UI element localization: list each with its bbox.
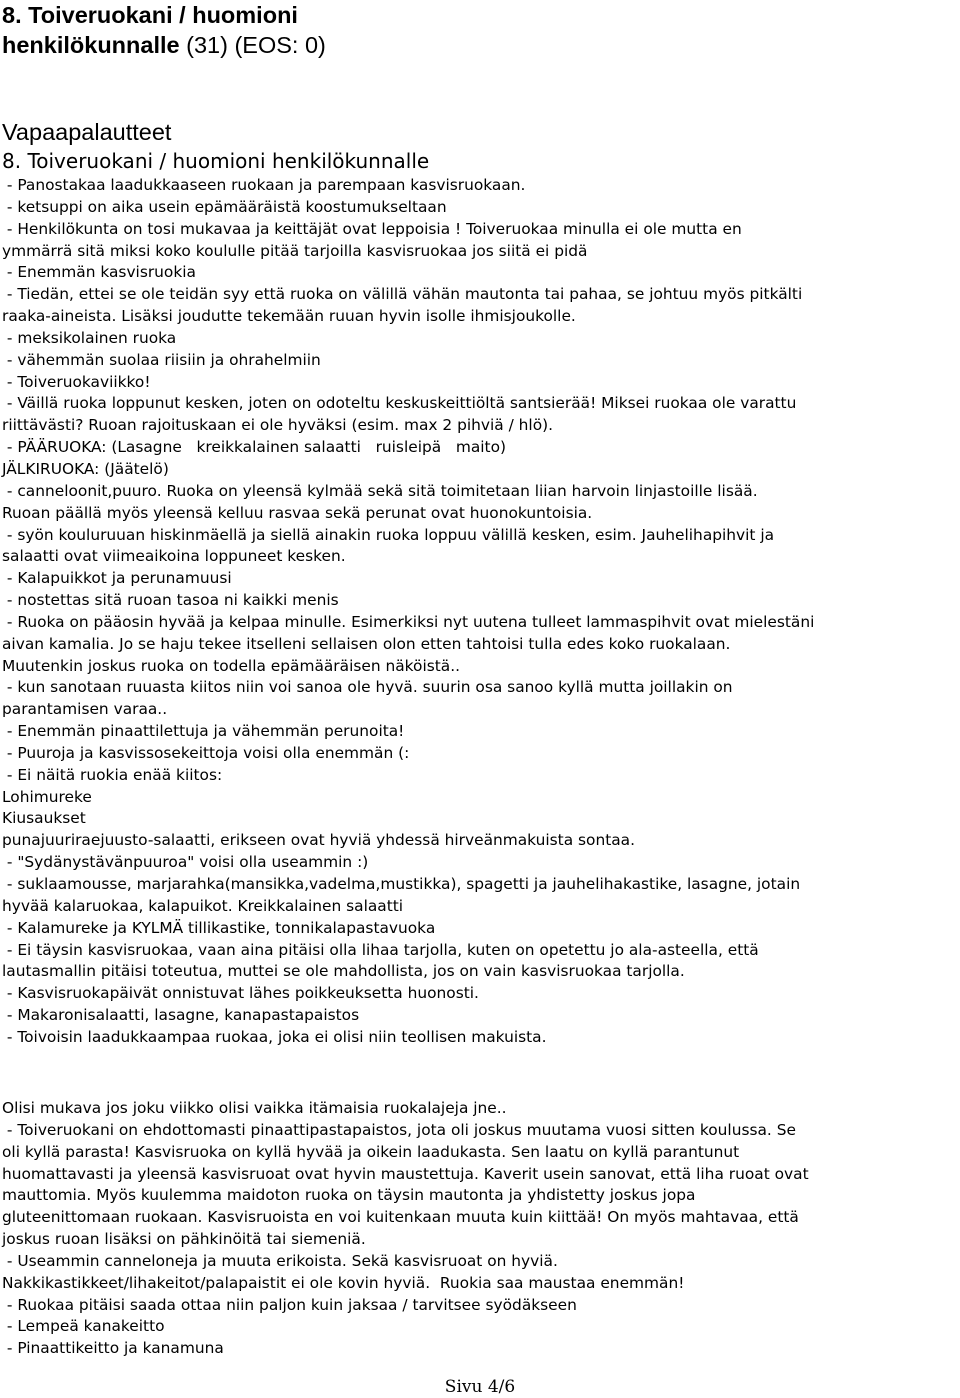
response-line: - Kasvisruokapäivät onnistuvat lähes poikkeuksetta huonosti. xyxy=(2,984,479,1003)
response-line: - Pinaattikeitto ja kanamuna xyxy=(2,1339,224,1358)
response-line: gluteenittomaan ruokaan. Kasvisruoista en voi kuitenkaan muuta kuin kiittää! On myös mahtavaa, että xyxy=(2,1208,799,1227)
response-line: Nakkikastikkeet/lihakeitot/palapaistit ei ole kovin hyviä. Ruokia saa maustaa enemmän! xyxy=(2,1273,685,1292)
response-line: riittävästi? Ruoan rajoituskaan ei ole hyväksi (esim. max 2 pihviä / hlö). xyxy=(2,416,554,435)
response-line: - Kalamureke ja KYLMÄ tillikastike, tonnikalapastavuoka xyxy=(2,918,436,937)
response-line: - Väillä ruoka loppunut kesken, joten on odoteltu keskuskeittiöltä santsierää! Miksei ruokaa ole varattu xyxy=(2,394,797,413)
response-line: joskus ruoan lisäksi on pähkinöitä tai siemeniä. xyxy=(2,1230,366,1249)
response-line: punajuuriraejuusto-salaatti, erikseen ovat hyviä yhdessä hirveänmakuista sontaa. xyxy=(2,831,636,850)
response-line: huomattavasti ja yleensä kasvisruoat ovat hyvin maustettuja. Kaverit usein sanovat, että liha ruoat ovat xyxy=(2,1164,809,1183)
response-line: - Ei täysin kasvisruokaa, vaan aina pitäisi olla lihaa tarjolla, kuten on opetettu jo ala-asteella, että xyxy=(2,940,759,959)
responses-block xyxy=(2,175,958,1049)
response-line: - meksikolainen ruoka xyxy=(2,328,177,347)
response-line: - syön kouluruuan hiskinmäellä ja siellä ainakin ruoka loppuu välillä kesken, esim. Jauhelihapihvit ja xyxy=(2,525,775,544)
response-line: - Lempeä kanakeitto xyxy=(2,1317,165,1336)
response-line: mauttomia. Myös kuulemma maidoton ruoka on täysin mautonta ja yhdistetty joskus jopa xyxy=(2,1186,696,1205)
response-line: - Puuroja ja kasvissosekeittoja voisi olla enemmän (: xyxy=(2,743,410,762)
response-line: - Kalapuikkot ja perunamuusi xyxy=(2,569,232,588)
response-line: - Ruoka on pääosin hyvää ja kelpaa minulle. Esimerkiksi nyt uutena tulleet lammaspihvit ovat mielestäni xyxy=(2,612,815,631)
response-line: - canneloonit,puuro. Ruoka on yleensä kylmää sekä sitä toimitetaan liian harvoin linjastoille lisää. xyxy=(2,481,758,500)
response-line: - Toivoisin laadukkaampaa ruokaa, joka ei olisi niin teollisen makuista. xyxy=(2,1027,547,1046)
response-line: - Useammin canneloneja ja muuta erikoista. Sekä kasvisruoat on hyviä. xyxy=(2,1251,558,1270)
response-line: - PÄÄRUOKA: (Lasagne kreikkalainen salaatti ruisleipä maito) xyxy=(2,438,507,457)
question-heading xyxy=(2,0,422,60)
response-line: - Toiveruokani on ehdottomasti pinaattipastapaistos, jota oli joskus muutama vuosi sitten koulussa. Se xyxy=(2,1120,796,1139)
response-line: JÄLKIRUOKA: (Jäätelö) xyxy=(2,459,169,478)
response-line: - Tiedän, ettei se ole teidän syy että ruoka on välillä vähän mautonta tai pahaa, se johtuu myös pitkälti xyxy=(2,285,803,304)
responses-block-2 xyxy=(2,1098,958,1360)
response-line: - Toiveruokaviikko! xyxy=(2,372,151,391)
response-line: - Enemmän kasvisruokia xyxy=(2,263,196,282)
response-line: - vähemmän suolaa riisiin ja ohrahelmiin xyxy=(2,350,321,369)
response-line: Ruoan päällä myös yleensä kelluu rasvaa sekä perunat ovat huonokuntoisia. xyxy=(2,503,593,522)
response-line: - Makaronisalaatti, lasagne, kanapastapaistos xyxy=(2,1006,360,1025)
response-line: - suklaamousse, marjarahka(mansikka,vadelma,mustikka), spagetti ja jauhelihakastike, lasagne, jotain xyxy=(2,875,801,893)
question-label: 8. Toiveruokani / huomioni henkilökunnalle xyxy=(2,149,430,173)
response-line: - Enemmän pinaattilettuja ja vähemmän perunoita! xyxy=(2,722,405,741)
question-heading-title: 8. Toiveruokani / huomioni henkilökunnalle xyxy=(2,2,298,58)
page-number: Sivu 4/6 xyxy=(444,1377,516,1397)
response-line: hyvää kalaruokaa, kalapuikot. Kreikkalainen salaatti xyxy=(2,896,404,915)
section-title: Vapaapalautteet xyxy=(2,119,172,145)
response-line: - ketsuppi on aika usein epämääräistä koostumukseltaan xyxy=(2,197,447,216)
response-line: - Panostakaa laadukkaaseen ruokaan ja parempaan kasvisruokaan. xyxy=(2,176,526,194)
response-line: lautasmallin pitäisi toteutua, muttei se ole mahdollista, jos on vain kasvisruokaa tarjolla. xyxy=(2,962,685,981)
response-line: oli kyllä parasta! Kasvisruoka on kyllä hyvää ja oikein laadukasta. Sen laatu on kyllä parantunut xyxy=(2,1142,740,1161)
response-line: - Ruokaa pitäisi saada ottaa niin paljon kuin jaksaa / tarvitsee syödäkseen xyxy=(2,1295,577,1314)
response-line: Kiusaukset xyxy=(2,809,86,828)
response-line: aivan kamalia. Jo se haju tekee itselleni sellaisen olon etten tahtoisi tulla edes koko ruokalaan. xyxy=(2,634,731,653)
response-line: Muutenkin joskus ruoka on todella epämääräisen näköistä.. xyxy=(2,656,460,675)
response-line: ymmärrä sitä miksi koko koululle pitää tarjoilla kasvisruokaa jos siitä ei pidä xyxy=(2,241,588,260)
response-line: - Henkilökunta on tosi mukavaa ja keittäjät ovat leppoisia ! Toiveruokaa minulla ei ole mutta en xyxy=(2,219,742,238)
response-line: - kun sanotaan ruuasta kiitos niin voi sanoa ole hyvä. suurin osa sanoo kyllä mutta joillakin on xyxy=(2,678,733,697)
question-heading-counts: (31) (EOS: 0) xyxy=(179,32,326,58)
response-line: Olisi mukava jos joku viikko olisi vaikka itämaisia ruokalajeja jne.. xyxy=(2,1099,507,1117)
response-line: salaatti ovat viimeaikoina loppuneet kesken. xyxy=(2,547,346,566)
response-line: parantamisen varaa.. xyxy=(2,700,168,719)
response-line: - "Sydänystävänpuuroa" voisi olla useammin :) xyxy=(2,853,369,872)
response-line: Lohimureke xyxy=(2,787,92,806)
response-line: - nostettas sitä ruoan tasoa ni kaikki menis xyxy=(2,591,339,610)
response-line: raaka-aineista. Lisäksi joudutte tekemään ruuan hyvin isolle ihmisjoukolle. xyxy=(2,307,576,326)
response-line: - Ei näitä ruokia enää kiitos: xyxy=(2,765,223,784)
